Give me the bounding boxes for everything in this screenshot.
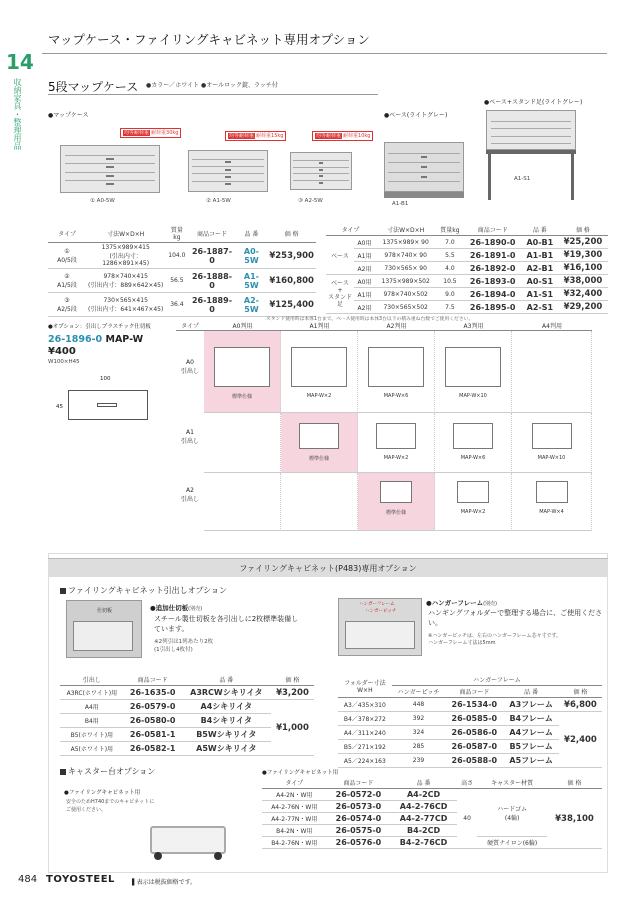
grid-header: A1判用 <box>281 321 358 331</box>
caster-sub: ●ファイリングキャビネット用 <box>64 790 141 796</box>
th: 商品コード <box>188 224 235 243</box>
divider-title: ●追加仕切板(別売) <box>150 604 203 612</box>
tray-dim-height: 45 <box>56 404 63 410</box>
base-table <box>266 224 608 322</box>
th: 高さ <box>457 777 478 789</box>
grid-cell <box>281 473 358 531</box>
tray-outline <box>299 423 339 449</box>
brand-logo: TOYOSTEEL <box>46 874 115 885</box>
tray-outline <box>532 423 572 449</box>
grid-cell <box>204 473 281 531</box>
header-rule <box>42 53 607 54</box>
grid-header: A4判用 <box>512 321 592 331</box>
grid-cell-standard: 標準仕様 <box>358 473 435 531</box>
grid-header: タイプ <box>176 321 204 331</box>
section-title: 5段マップケース <box>48 80 139 94</box>
map-case-a2-image <box>290 152 352 190</box>
table-row: B4／378×272 392 26-0585-0 B4フレーム ¥2,400 <box>338 712 602 726</box>
th: 商品コード <box>327 777 391 789</box>
table-row: ① A0/5段 1375×989×415 (引出内寸：1286×891×45) 104.0 26-1887-0 A0-5W ¥253,900 <box>48 243 316 269</box>
caption-a2: ③ A2-5W <box>298 198 323 204</box>
th: タイプ <box>262 777 327 789</box>
th: 価 格 <box>271 674 314 686</box>
grid-row-label: A2 引出し <box>180 487 199 503</box>
tray-outline <box>380 481 412 503</box>
divider-sub: ※2列引は1列あたり2枚 (1引出し4枚付) <box>154 639 214 653</box>
tray-outline <box>376 423 416 449</box>
caption-base: A1-B1 <box>392 201 409 207</box>
table-row: A3RC(ホワイト)用 26-1635-0 A3RCWシキリイタ ¥3,200 <box>60 686 314 700</box>
th: 品 番 <box>390 777 456 789</box>
base-image <box>384 142 464 192</box>
tray-outline <box>214 347 270 387</box>
stand-top <box>486 150 576 154</box>
th: 品 番 <box>503 686 559 698</box>
th: 価 格 <box>267 224 316 243</box>
caster-table <box>262 777 602 849</box>
grid-cell: MAP-W×6 <box>435 413 512 473</box>
hanger-table <box>338 674 602 768</box>
stand-leg <box>571 154 574 200</box>
hanger-image: ハンガーフレーム ハンガーピッチ <box>338 598 422 656</box>
map-case-table <box>48 224 316 317</box>
grid-cell: MAP-W×4 <box>512 473 592 531</box>
th: 品 番 <box>236 224 268 243</box>
tray-size: W100×H45 <box>48 359 80 365</box>
section-rule <box>48 94 378 95</box>
stand-leg <box>488 154 491 200</box>
drawer-option-title: ファイリングキャビネット引出しオプション <box>60 585 227 596</box>
th: 品 番 <box>182 674 271 686</box>
grid-row-label: A0 引出し <box>180 359 199 375</box>
table-row: A1用 978×740× 90 5.5 26-1891-0 A1-B1 ¥19,300 <box>326 249 608 262</box>
th: 価 格 <box>559 686 602 698</box>
table-row: B5(ホワイト)用 26-0581-1 B5Wシキリイタ <box>60 728 314 742</box>
table-row: B4-2N・W用 26-0575-0 B4-2CD <box>262 825 602 837</box>
grid-cell <box>512 331 592 413</box>
th: 寸法W×D×H <box>86 224 165 243</box>
page-number: 484 <box>18 874 38 885</box>
grid-row-label: A1 引出し <box>180 429 199 445</box>
caster-table-label: ●ファイリングキャビネット用 <box>262 770 339 776</box>
th: 商品コード <box>124 674 182 686</box>
load-badge-2: 均等耐荷重 耐荷重15kg <box>225 131 286 141</box>
th: キャスター材質 <box>477 777 547 789</box>
grid-cell: MAP-W×10 <box>435 331 512 413</box>
th: タイプ <box>326 224 375 236</box>
divider-image: 仕切板 <box>66 600 142 658</box>
table-row: A4用 26-0579-0 A4シキリイタ ¥1,000 <box>60 700 314 714</box>
th: 商品コード <box>464 224 522 236</box>
grid-cell: MAP-W×2 <box>281 331 358 413</box>
table-row: B5／271×192 285 26-0587-0 B5フレーム <box>338 740 602 754</box>
grid-header: A3判用 <box>435 321 512 331</box>
filing-banner: ファイリングキャビネット(P483)専用オプション <box>48 558 608 577</box>
th: 価 格 <box>547 777 602 789</box>
hanger-desc: ハンギングフォルダーで整理する場合に、ご使用ください。 <box>428 609 603 627</box>
caster-title: キャスター台オプション <box>60 766 155 777</box>
tray-outline <box>445 347 501 387</box>
divider-desc: スチール製仕切板を各引出しに2枚標準装備しています。 <box>154 615 299 633</box>
tray-dim-width: 100 <box>100 376 111 382</box>
caption-a0: ① A0-5W <box>90 198 115 204</box>
table-row: ベース A0用 1375×989× 90 7.0 26-1890-0 A0-B1 ¥25,200 <box>326 236 608 249</box>
grid-header: A2判用 <box>358 321 435 331</box>
table-row: A5／224×163 239 26-0588-0 A5フレーム <box>338 754 602 768</box>
load-badge-1: 均等耐荷重 耐荷重30kg <box>120 128 181 138</box>
th: 商品コード <box>445 686 503 698</box>
hanger-sub: ※ハンガーピッチは、左右のハンガーフレーム芯々寸です。 ハンガーフレーム寸法は5mm <box>428 633 562 646</box>
grid-cell <box>204 413 281 473</box>
map-case-a1-image <box>188 150 268 192</box>
tray-code: 26-1896-0 MAP-W <box>48 334 144 345</box>
th: 質量kg <box>165 224 188 243</box>
th: ハンガーピッチ <box>392 686 446 698</box>
table-row: A5(ホワイト)用 26-0582-1 A5Wシキリイタ <box>60 742 314 756</box>
grid-cell: MAP-W×2 <box>435 473 512 531</box>
tray-outline <box>457 481 489 503</box>
chapter-label: 収納家具・整理用品 <box>13 78 22 150</box>
table-row: A4-2-76N・W用 26-0573-0 A4-2-76CD <box>262 801 602 813</box>
caster-desc: 安全のためH740までのキャビネットにご使用ください。 <box>66 799 155 813</box>
th: 寸法W×D×H <box>375 224 436 236</box>
tray-outline <box>368 347 424 387</box>
tray-outline <box>536 481 568 503</box>
grid-header: A0判用 <box>204 321 281 331</box>
th: タイプ <box>48 224 86 243</box>
divider-compatibility-grid <box>176 321 592 531</box>
th: フォルダー寸法 W×H <box>338 674 392 698</box>
base-plinth <box>384 192 464 198</box>
grid-cell-standard: 標準仕様 <box>204 331 281 413</box>
map-case-a0-image <box>60 145 160 193</box>
th: 質量kg <box>436 224 463 236</box>
table-row: A4-2-77N・W用 26-0574-0 A4-2-77CD <box>262 813 602 825</box>
th: 価 格 <box>558 224 608 236</box>
tray-outline <box>291 347 347 387</box>
th: ハンガーフレーム <box>392 674 602 686</box>
th: 品 番 <box>522 224 558 236</box>
grid-cell: MAP-W×2 <box>358 413 435 473</box>
stand-image <box>486 110 576 150</box>
th: 引出し <box>60 674 124 686</box>
table-row: A3／435×310 448 26-1534-0 A3フレーム ¥6,800 <box>338 698 602 712</box>
tray-option-label: ●オプション：引出しプラスチック仕切板 <box>48 324 151 330</box>
grid-cell: MAP-W×6 <box>358 331 435 413</box>
hanger-title: ●ハンガーフレーム(別売) <box>426 599 497 607</box>
caster-image <box>150 826 226 854</box>
tray-price: ¥400 <box>48 346 76 357</box>
base-table-note: スタンド使用時は本体1台まで。ベース使用時は本体3台以下の積み重ね台数でご使用ください。 <box>266 317 474 322</box>
grid-cell: MAP-W×10 <box>512 413 592 473</box>
caption-stand: A1-S1 <box>514 176 531 182</box>
base-label: ●ベース(ライトグレー) <box>384 112 448 119</box>
section-specs: ●カラー／ホワイト ●オールロック錠、ラッチ付 <box>146 82 278 89</box>
table-row: ③ A2/5段 730×565×415 (引出内寸：641×467×45) 36.4 26-1889-0 A2-5W ¥125,400 <box>48 293 316 317</box>
tray-outline <box>453 423 493 449</box>
table-row: A4／311×240 324 26-0586-0 A4フレーム <box>338 726 602 740</box>
grid-cell-standard: 標準仕様 <box>281 413 358 473</box>
table-row: ② A1/5段 978×740×415 (引出内寸：889×642×45) 56.5 26-1888-0 A1-5W ¥160,800 <box>48 269 316 293</box>
chapter-number: 14 <box>6 50 34 74</box>
tray-drawing <box>68 390 148 420</box>
table-row: A2用 730×565× 90 4.0 26-1892-0 A2-B1 ¥16,100 <box>326 262 608 275</box>
caption-a1: ② A1-5W <box>206 198 231 204</box>
table-row: B4-2-76N・W用 26-0576-0 B4-2-76CD 硬質ナイロン(6輪) <box>262 837 602 849</box>
table-row: A4-2N・W用 26-0572-0 A4-2CD 40 ハードゴム (4輪) ¥38,100 <box>262 789 602 801</box>
table-row: A2用 730×565×502 7.5 26-1895-0 A2-S1 ¥29,200 <box>326 301 608 314</box>
base-stand-label: ●ベース+スタンド足(ライトグレー) <box>484 99 583 106</box>
tax-note: ▌表示は税抜価格です。 <box>132 879 197 886</box>
table-row: A1用 978×740×502 9.0 26-1894-0 A1-S1 ¥32,400 <box>326 288 608 301</box>
divider-table <box>60 674 314 756</box>
table-row: ベース + スタンド足 A0用 1375×989×502 10.5 26-1893-0 A0-S1 ¥38,000 <box>326 275 608 288</box>
table-row: B4用 26-0580-0 B4シキリイタ <box>60 714 314 728</box>
page-title: マップケース・ファイリングキャビネット専用オプション <box>48 32 370 47</box>
tray-slot <box>97 403 117 407</box>
load-badge-3: 均等耐荷重 耐荷重10kg <box>312 131 373 141</box>
map-case-label: ●マップケース <box>48 112 89 119</box>
